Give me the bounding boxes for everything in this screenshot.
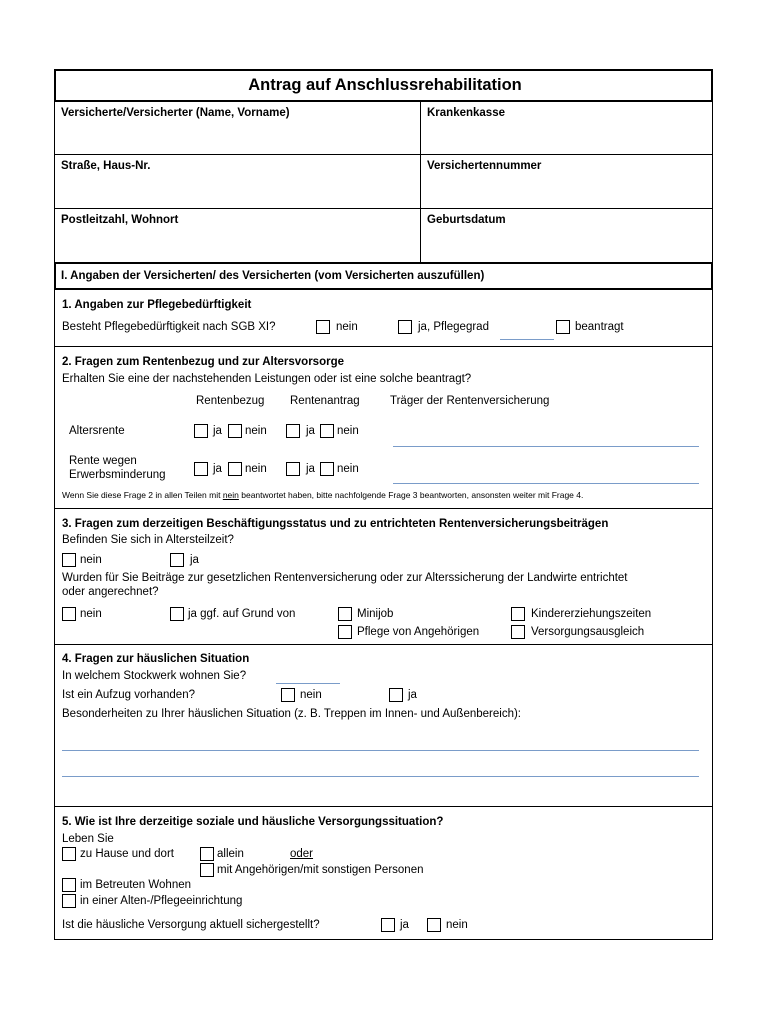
col-rentenantrag: Rentenantrag — [290, 395, 360, 407]
q1-nein-label: nein — [336, 321, 358, 333]
em-bezug-ja-checkbox[interactable] — [194, 462, 208, 476]
versorgung-nein-checkbox[interactable] — [427, 918, 441, 932]
altersteilzeit-nein-checkbox[interactable] — [62, 553, 76, 567]
q3-question2-line2: oder angerechnet? — [62, 586, 159, 598]
q2-question: Erhalten Sie eine der nachstehenden Leistungen oder ist eine solche beantragt? — [62, 373, 472, 385]
besonderheiten-field-2[interactable] — [62, 776, 699, 777]
row-altersrente: Altersrente — [69, 425, 125, 437]
stockwerk-field[interactable] — [276, 683, 340, 684]
em-bezug-nein-checkbox[interactable] — [228, 462, 242, 476]
pflegegrad-field[interactable] — [500, 339, 554, 340]
altersrente-traeger-field[interactable] — [393, 446, 699, 447]
q3-heading: 3. Fragen zum derzeitigen Beschäftigungsstatus und zu entrichteten Rentenversicherungsbeiträgen — [62, 518, 609, 530]
birthdate-label: Geburtsdatum — [427, 214, 506, 226]
q4-stockwerk: In welchem Stockwerk wohnen Sie? — [62, 670, 247, 682]
insurance-number-label: Versichertennummer — [427, 160, 542, 172]
q1-ja-checkbox[interactable] — [398, 320, 412, 334]
q1-ja-label: ja, Pflegegrad — [418, 321, 489, 333]
oder-label: oder — [290, 848, 314, 860]
versorgungsausgleich-checkbox[interactable] — [511, 625, 525, 639]
versorgung-ja-checkbox[interactable] — [381, 918, 395, 932]
versorgung-frage: Ist die häusliche Versorgung aktuell sichergestellt? — [62, 919, 320, 931]
altersrente-antrag-nein-checkbox[interactable] — [320, 424, 334, 438]
q1-beantragt-label: beantragt — [575, 321, 624, 333]
altersrente-bezug-nein-checkbox[interactable] — [228, 424, 242, 438]
q1-question: Besteht Pflegebedürftigkeit nach SGB XI? — [62, 321, 276, 333]
beitraege-ja-checkbox[interactable] — [170, 607, 184, 621]
beitraege-nein-checkbox[interactable] — [62, 607, 76, 621]
aufzug-ja-checkbox[interactable] — [389, 688, 403, 702]
section1-heading: I. Angaben der Versicherten/ des Versicherten (vom Versicherten auszufüllen) — [61, 270, 485, 282]
q1-nein-checkbox[interactable] — [316, 320, 330, 334]
q3-question1: Befinden Sie sich in Altersteilzeit? — [62, 534, 234, 546]
street-label: Straße, Haus-Nr. — [61, 160, 151, 172]
form-title: Antrag auf Anschlussrehabilitation — [248, 76, 522, 94]
em-antrag-ja-checkbox[interactable] — [286, 462, 300, 476]
betreutes-wohnen-checkbox[interactable] — [62, 878, 76, 892]
q5-leben-sie: Leben Sie — [62, 833, 114, 845]
zu-hause-checkbox[interactable] — [62, 847, 76, 861]
kindererziehung-checkbox[interactable] — [511, 607, 525, 621]
altersrente-antrag-ja-checkbox[interactable] — [286, 424, 300, 438]
q4-aufzug: Ist ein Aufzug vorhanden? — [62, 689, 195, 701]
q4-heading: 4. Fragen zur häuslichen Situation — [62, 653, 250, 665]
q1-heading: 1. Angaben zur Pflegebedürftigkeit — [62, 299, 252, 311]
col-rentenbezug: Rentenbezug — [196, 395, 265, 407]
insurance-label: Krankenkasse — [427, 107, 505, 119]
aufzug-nein-checkbox[interactable] — [281, 688, 295, 702]
altersrente-bezug-ja-checkbox[interactable] — [194, 424, 208, 438]
besonderheiten-field-1[interactable] — [62, 750, 699, 751]
em-traeger-field[interactable] — [393, 483, 699, 484]
name-label: Versicherte/Versicherter (Name, Vorname) — [61, 107, 290, 119]
q5-heading: 5. Wie ist Ihre derzeitige soziale und häusliche Versorgungssituation? — [62, 816, 444, 828]
altersteilzeit-ja-checkbox[interactable] — [170, 553, 184, 567]
q2-note: Wenn Sie diese Frage 2 in allen Teilen mit nein beantwortet haben, bitte nachfolgende Frage 3 beantworten, ansonsten weiter mit Frage 4. — [62, 490, 584, 500]
col-traeger: Träger der Rentenversicherung — [390, 395, 550, 407]
q3-question2-line1: Wurden für Sie Beiträge zur gesetzlichen Rentenversicherung oder zur Alterssicherung der Landwirte entrichtet — [62, 572, 628, 584]
allein-checkbox[interactable] — [200, 847, 214, 861]
form-frame — [54, 69, 713, 940]
row-erwerbsminderung-2: Erwerbsminderung — [69, 469, 166, 481]
q2-heading: 2. Fragen zum Rentenbezug und zur Altersvorsorge — [62, 356, 345, 368]
pflegeeinrichtung-checkbox[interactable] — [62, 894, 76, 908]
pflege-checkbox[interactable] — [338, 625, 352, 639]
q4-besonderheiten: Besonderheiten zu Ihrer häuslichen Situation (z. B. Treppen im Innen- und Außenbereich): — [62, 708, 521, 720]
em-antrag-nein-checkbox[interactable] — [320, 462, 334, 476]
mit-angehoerigen-checkbox[interactable] — [200, 863, 214, 877]
ja-grund-label: ja ggf. auf Grund von — [188, 608, 296, 620]
header-divider — [420, 101, 421, 262]
q1-beantragt-checkbox[interactable] — [556, 320, 570, 334]
row-erwerbsminderung-1: Rente wegen — [69, 455, 137, 467]
zip-city-label: Postleitzahl, Wohnort — [61, 214, 179, 226]
minijob-checkbox[interactable] — [338, 607, 352, 621]
